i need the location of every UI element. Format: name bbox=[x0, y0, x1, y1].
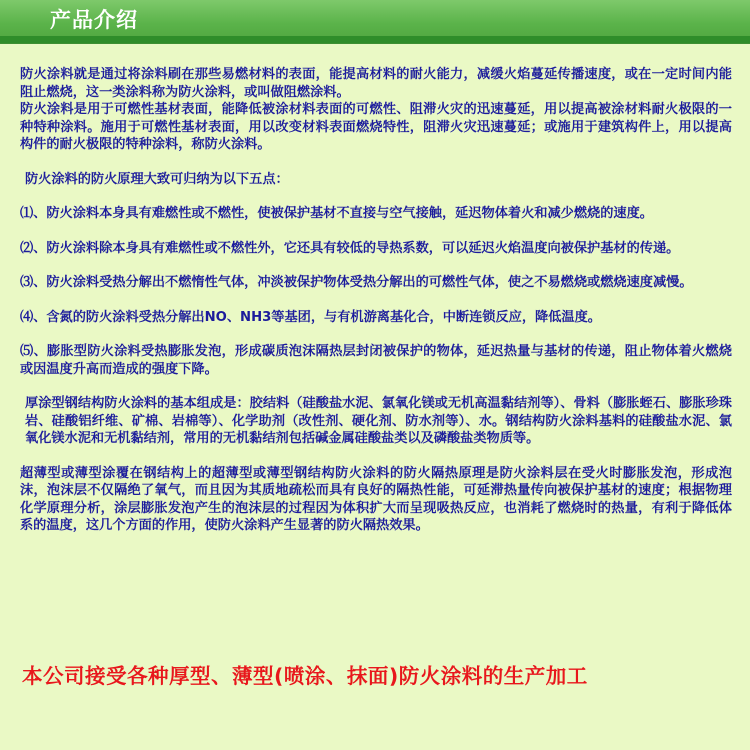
company-slogan: 本公司接受各种厚型、薄型(喷涂、抹面)防火涂料的生产加工 bbox=[22, 664, 588, 688]
mechanism-paragraph: 超薄型或薄型涂覆在钢结构上的超薄型或薄型钢结构防火涂料的防火隔热原理是防火涂料层在受火时膨胀发泡，形成泡沫，泡沫层不仅隔绝了氧气，而且因为其质地疏松而具有良好的隔热性能，可延滞热量传向被保护基材的速度；根据物理化学原理分析，涂层膨胀发泡产生的泡沫层的过程因为体积扩大而呈现吸热反应，也消耗了燃烧时的热量，有利于降低体系的温度，这几个方面的作用，使防火涂料产生显著的防火隔热效果。 bbox=[20, 465, 732, 533]
header-accent-bar bbox=[0, 36, 750, 43]
intro-paragraph-2: 防火涂料是用于可燃性基材表面，能降低被涂材料表面的可燃性、阻滞火灾的迅速蔓延，用以提高被涂材料耐火极限的一种特种涂料。施用于可燃性基材表面，用以改变材料表面燃烧特性，阻滞火灾迅速蔓延；或施用于建筑构件上，用以提高构件的耐火极限的特种涂料，称防火涂料。 bbox=[20, 102, 732, 152]
principle-item-2: ⑵、防火涂料除本身具有难燃性或不燃性外，它还具有较低的导热系数，可以延迟火焰温度向被保护基材的传递。 bbox=[20, 240, 680, 256]
page-title: 产品介绍 bbox=[50, 8, 138, 32]
principle-item-1: ⑴、防火涂料本身具有难燃性或不燃性，使被保护基材不直接与空气接触，延迟物体着火和减少燃烧的速度。 bbox=[20, 206, 653, 221]
principle-item-3: ⑶、防火涂料受热分解出不燃惰性气体，冲淡被保护物体受热分解出的可燃性气体，使之不易燃烧或燃烧速度减慢。 bbox=[20, 275, 693, 290]
principle-item-5: ⑸、膨胀型防火涂料受热膨胀发泡，形成碳质泡沫隔热层封闭被保护的物体，延迟热量与基材的传递，阻止物体着火燃烧或因温度升高而造成的强度下降。 bbox=[20, 344, 732, 377]
article-body bbox=[20, 66, 732, 535]
principle-item-4: ⑷、含氮的防火涂料受热分解出NO、NH3等基团，与有机游离基化合，中断连锁反应，降低温度。 bbox=[20, 309, 601, 325]
principles-heading: 防火涂料的防火原理大致可归纳为以下五点： bbox=[25, 171, 289, 187]
composition-paragraph: 厚涂型钢结构防火涂料的基本组成是：胶结料（硅酸盐水泥、氯氧化镁或无机高温黏结剂等）、骨料（膨胀蛭石、膨胀珍珠岩、硅酸铝纤维、矿棉、岩棉等）、化学助剂（改性剂、硬化剂、防水剂等）、水。钢结构防火涂料基料的硅酸盐水泥、氯氧化镁水泥和无机黏结剂，常用的无机黏结剂包括碱金属硅酸盐类以及磷酸盐类物质等。 bbox=[25, 396, 732, 446]
intro-paragraph-1: 防火涂料就是通过将涂料刷在那些易燃材料的表面，能提高材料的耐火能力，减缓火焰蔓延传播速度，或在一定时间内能阻止燃烧，这一类涂料称为防火涂料，或叫做阻燃涂料。 bbox=[20, 67, 732, 100]
header-banner bbox=[0, 0, 750, 43]
